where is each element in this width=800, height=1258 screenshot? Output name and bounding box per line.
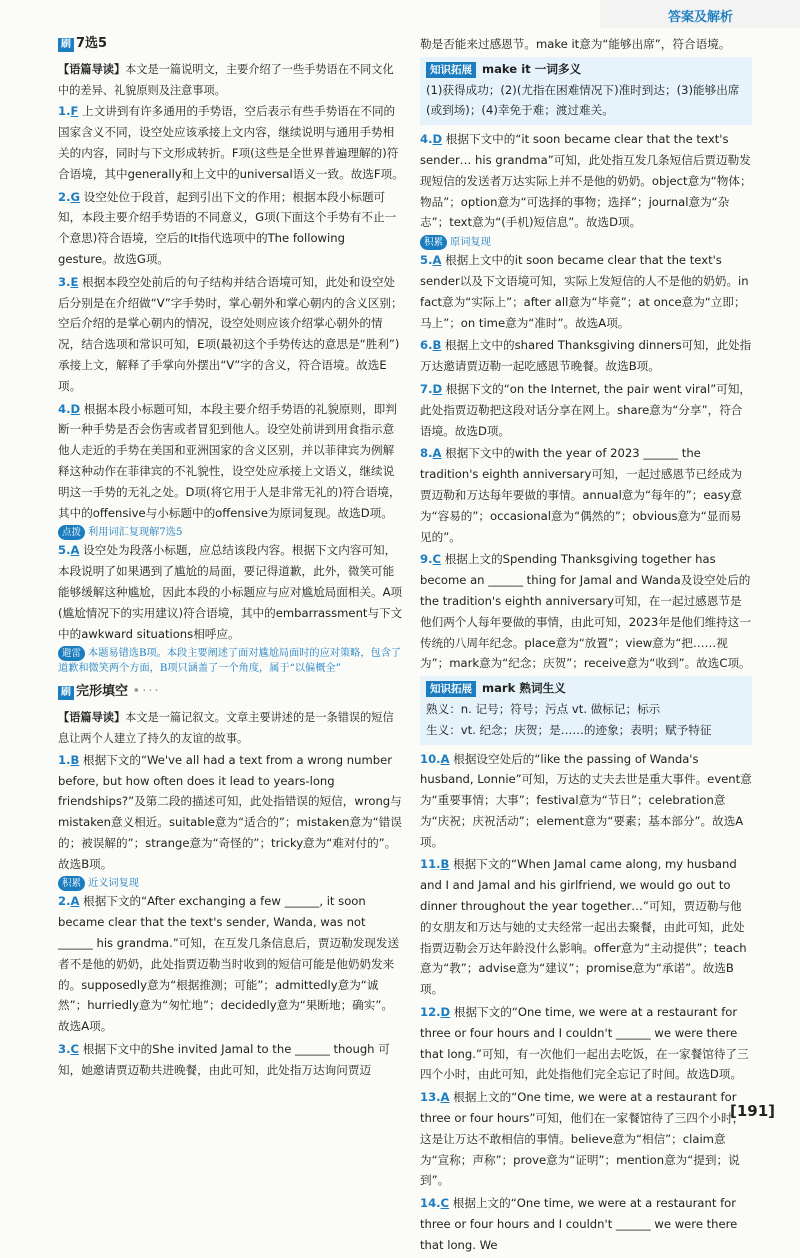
answer-item: 3.E 根据本段空处前后的句子结构并结合语境可知，此处和设空处后分别是在介绍做“V”字手势时，掌心朝外和掌心朝内的含义区别；空后介绍的是掌心朝内的情况，设空处则应该介绍掌心朝外的情况，结合选项和常识可知，E项(最初这个手势传达的意思是“胜利”)承接上文，解释了手掌向外摆出“V”字的含义，符合语境。故选E项。 [58, 274, 403, 393]
answer-item: 9.C 根据上文的Spending Thanksgiving together has become an ______ thing for Jamal and Wanda及设空处后的the tradition's eighth anniversary可知，在一起过感恩节是他们两个人每年要做的事情，由此可知，2023年是他们维持这一传统的八周年纪念。place意为“放置”；view意为“把……视为”；mark意为“纪念；庆贺”；receive意为“收到”。故选C项。 [420, 552, 751, 671]
page-number: [191] [730, 1102, 776, 1120]
answer-item: 3.C 根据下文中的She invited Jamal to the ______ though 可知，她邀请贾迈勒共进晚餐，由此可知，此处指万达询问贾迈 [58, 1042, 390, 1077]
knowledge-box-mark: 知识拓展 mark 熟词生义 熟义：n. 记号；符号；污点 vt. 做标记；标示 生义：vt. 纪念；庆贺；是……的迹象；表明；赋予特征 [420, 676, 752, 744]
answer-item: 6.B 根据上文中的shared Thanksgiving dinners可知，此处指万达邀请贾迈勒一起吃感恩节晚餐。故选B项。 [420, 338, 752, 374]
continued-text: 勒是否能来过感恩节。make it意为“能够出席”，符合语境。 [420, 37, 731, 51]
section2-badge: 刷 [58, 686, 74, 700]
answer-item: 4.D 根据本段小标题可知，本段主要介绍手势语的礼貌原则，即判断一种手势是否会伤害或者冒犯到他人。设空处前讲到用食指示意他人走近的手势在美国和亚洲国家的含义区别，并以菲律宾为例解释这种动作在菲律宾的不礼貌性，设空处应承接上文语义，继续说明这一手势的无礼之处。D项(将它用于人是非常无礼的)符合语境，其中的offensive与小标题中的offensive为原词复现。故选D项。 [58, 401, 401, 520]
knowledge-box-make-it: 知识拓展 make it 一词多义 (1)获得成功；(2)(尤指在困难情况下)准时到达；(3)能够出席(或到场)；(4)幸免于难；渡过难关。 [420, 57, 752, 125]
answer-item: 5.A 根据上文中的it soon became clear that the text's sender以及下文语境可知，实际上发短信的人不是他的奶奶。in fact意为“实际上”；after all意为“毕竟”；at once意为“立即；马上”；on time意为“准时”。故选A项。 [420, 253, 749, 330]
answer-item: 1.F 上文讲到有许多通用的手势语，空后表示有些手势语在不同的国家含义不同，设空处应该承接上文内容，继续说明与通用手势相关的内容，同时与下文形成转折。F项(这些是全世界普遍理解的)符合语境，其中generally和上文中的universal语义一致。故选F项。 [58, 104, 404, 181]
answer-item: 11.B 根据下文的“When Jamal came along, my husband and I and Jamal and his girlfriend, we would go out to dinner throughout the year together…”可知，贾迈勒与他的女朋友和万达与她的丈夫经常一起出去聚餐，由此可知，此处指贾迈勒会万达年龄没什么影响。offer意为“主动提供”；teach意为“教”；advise意为“建议”；promise意为“承诺”。故选B项。 [420, 857, 747, 997]
section1-answers [58, 101, 404, 676]
left-column [58, 34, 404, 1083]
answer-item: 1.B 根据下文的“We've all had a text from a wrong number before, but how often does it lead to years-long friendships?”及第二段的描述可知，此处指错误的短信，wrong与mistaken意义相近。suitable意为“适合的”；mistaken意为“错误的；被误解的”；strange意为“奇怪的”；tricky意为“难对付的”。故选B项。 [58, 752, 402, 871]
section2-guide: 【语篇导读】本文是一篇记叙文。文章主要讲述的是一条错误的短信息让两个人建立了持久的友谊的故事。 [58, 710, 394, 745]
section1-badge: 刷 [58, 38, 74, 52]
answer-item: 7.D 根据下文的“on the Internet, the pair went viral”可知，此处指贾迈勒把这段对话分享在网上。share意为“分享”，符合语境。故选D项。 [420, 381, 752, 438]
answer-item: 2.A 根据下文的“After exchanging a few ______, it soon became clear that the text's sender, Wanda, was not ______ his grandma.”可知，在互发几条信息后，贾迈勒发现发送者不是他的奶奶，此处指贾迈勒当时收到的短信可能是他奶奶发来的。supposedly意为“根据推测；可能”；admittedly意为“诚然”；hurriedly意为“匆忙地”；decidedly意为“果断地；确实”。故选A项。 [58, 894, 400, 1034]
answer-item: 10.A 根据设空处后的“like the passing of Wanda's husband, Lonnie”可知，万达的丈夫去世是重大事件。event意为“重要事情；大事”；festival意为“节日”；celebration意为“庆祝；庆祝活动”；element意为“要素；基本部分”。故选A项。 [420, 751, 752, 849]
tip-note: 积累 近义词复现 [58, 876, 404, 891]
answer-item: 4.D 根据下文中的“it soon became clear that the text's sender… his grandma”可知，此处指互发几条短信后贾迈勒发现短信的发送者万达实际上并不是他的奶奶。object意为“物体；物品”；option意为“可选择的事物；选择”；journal意为“杂志”；text意为“(手机)短信息”。故选D项。 [420, 132, 752, 230]
answer-item: 13.A 根据上文的“One time, we were at a restaurant for three or four hours”可知，他们在一家餐馆待了三四个小时，这是让万达不敢相信的事情。believe意为“相信”；claim意为“宣称；声称”；prove意为“证明”；mention意为“提到；说到”。 [420, 1090, 745, 1188]
section1-guide: 【语篇导读】本文是一篇说明文，主要介绍了一些手势语在不同文化中的差异、礼貌原则及注意事项。 [58, 61, 394, 97]
warning-note: 避雷 本题易错选B项。本段主要阐述了面对尴尬局面时的应对策略，包含了道歉和微笑两个方面，B项只涵盖了一个角度，属于“以偏概全” [58, 648, 402, 675]
section2-title: 刷 完形填空 •··· [58, 682, 404, 703]
right-column [420, 34, 752, 1258]
answer-item: 12.D 根据下文的“One time, we were at a restaurant for three or four hours and I couldn't ______ we were there that long.”可知，有一次他们一起出去吃饭，在一家餐馆待了三四个小时，由此可知，此处指他们完全忘记了时间。故选D项。 [420, 1005, 749, 1082]
answer-item: 2.G 设空处位于段首，起到引出下文的作用；根据本段小标题可知，本段主要介绍手势语的不同意义，G项(下面这个手势有不止一个意思)符合语境，空后的It指代选项中的The following gesture。故选G项。 [58, 189, 397, 266]
section1-title: 刷 7选5 [58, 34, 404, 55]
answer-item: 5.A 设空处为段落小标题，应总结该段内容。根据下文内容可知，本段说明了如果遇到了尴尬的局面，要记得道歉，此外，微笑可能能够缓解这种尴尬，因此本段的小标题应与应对尴尬局面相关。A项(尴尬情况下的实用建议)符合语境，其中的embarrassment与下文中的awkward situations相呼应。 [58, 543, 403, 641]
section2-answers [58, 750, 404, 1081]
answer-item: 8.A 根据下文中的with the year of 2023 ______ the tradition's eighth anniversary可知，一起过感恩节已经成为贾迈勒和万达每年要做的事情。annual意为“每年的”；easy意为“容易的”；occasional意为“偶然的”；obvious意为“显而易见的”。 [420, 446, 743, 544]
page-header-title: 答案及解析 [668, 10, 734, 25]
tip-note: 点拨 利用词汇复现解7选5 [58, 525, 404, 540]
answer-item: 14.C 根据上文的“One time, we were at a restaurant for three or four hours and I couldn't ______ we were there that long. We [420, 1196, 738, 1252]
tip-note: 积累 原词复现 [420, 235, 752, 250]
